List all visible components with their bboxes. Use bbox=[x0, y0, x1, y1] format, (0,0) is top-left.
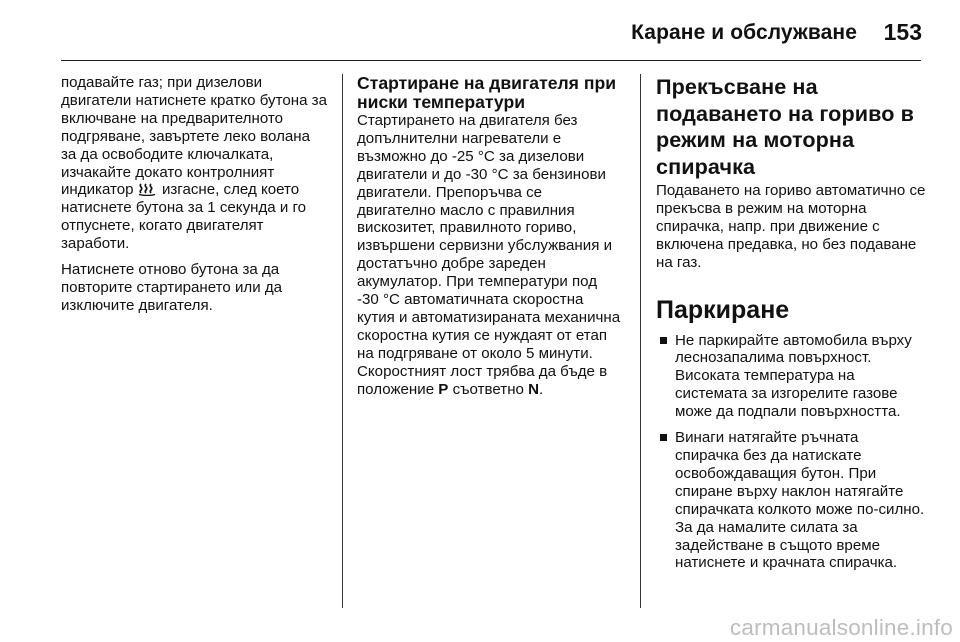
page-number: 153 bbox=[883, 19, 922, 45]
paragraph-text: подавайте газ; при дизелови двигатели натиснете кратко бутона за включване на предварителното подгряване, завъртете леко волана за да освободите ключалката, изчакайте докато контролният индикатор bbox=[61, 74, 327, 199]
paragraph-text: Стартирането на двигателя без допълнителни нагреватели е възможно до -25 °C за дизелови двигатели и до -30 °C за бензинови двигатели. Препоръчва се двигателно масло с правилния вискозитет, правилното гориво, извършени сервизни убслужвания и достатъчно добре зареден акумулатор. При температури под -30 °C автоматичната скоростна кутия и автоматизираната механична скоростна кутия се нуждаят от етап на подгряване от около 5 минути. Скоростният лост трябва да бъде в положение bbox=[357, 112, 621, 398]
column-left bbox=[61, 74, 327, 610]
bullet-item bbox=[656, 332, 926, 422]
paragraph-start-instructions bbox=[61, 74, 327, 253]
page-header bbox=[0, 12, 960, 52]
header-rule bbox=[61, 60, 921, 61]
bullet-square-icon bbox=[660, 337, 667, 344]
section-heading-cold-start: Стартиране на двигателя при ниски температури bbox=[357, 73, 617, 112]
bullet-item bbox=[656, 429, 926, 572]
section-heading-parking: Паркиране bbox=[656, 295, 790, 324]
paragraph-text: съответно bbox=[452, 380, 524, 398]
bullet-text: Не паркирайте автомобила върху леснозапалима повърхност. Високата температура на системата за изгорелите газове може да подпали повърхността. bbox=[675, 331, 912, 421]
paragraph-cold-start bbox=[357, 112, 623, 399]
bullet-square-icon bbox=[660, 434, 667, 441]
gear-position-p: P bbox=[438, 380, 449, 398]
gear-position-n: N bbox=[528, 380, 540, 398]
column-divider bbox=[342, 74, 343, 608]
paragraph-restart: Натиснете отново бутона за да повторите стартирането или да изключите двигателя. bbox=[61, 261, 283, 314]
column-middle bbox=[357, 74, 623, 610]
column-divider bbox=[640, 74, 641, 608]
paragraph-text: изгасне, след което натиснете бутона за 1 секунда и го отпуснете, когато двигателят заработи. bbox=[61, 181, 307, 253]
column-right bbox=[656, 74, 926, 610]
running-title: Каране и обслужване bbox=[631, 21, 857, 44]
watermark: carmanualsonline.info bbox=[729, 615, 953, 640]
paragraph-fuel-cutoff: Подаването на гориво автоматично се прекъсва в режим на моторна спирачка, напр. при движение с включена предавка, но без подаване на газ. bbox=[656, 182, 926, 271]
section-heading-fuel-cutoff: Прекъсване на подаването на гориво в режим на моторна спирачка bbox=[656, 74, 914, 179]
paragraph-text: . bbox=[539, 380, 544, 398]
bullet-text: Винаги натягайте ръчната спирачка без да натискате освобождаващия бутон. При спиране върху наклон натягайте спирачката колкото може по-силно. За да намалите силата за задействане в същото време натиснете и крачната спирачка. bbox=[675, 429, 925, 572]
glow-plug-indicator-icon bbox=[138, 182, 158, 196]
